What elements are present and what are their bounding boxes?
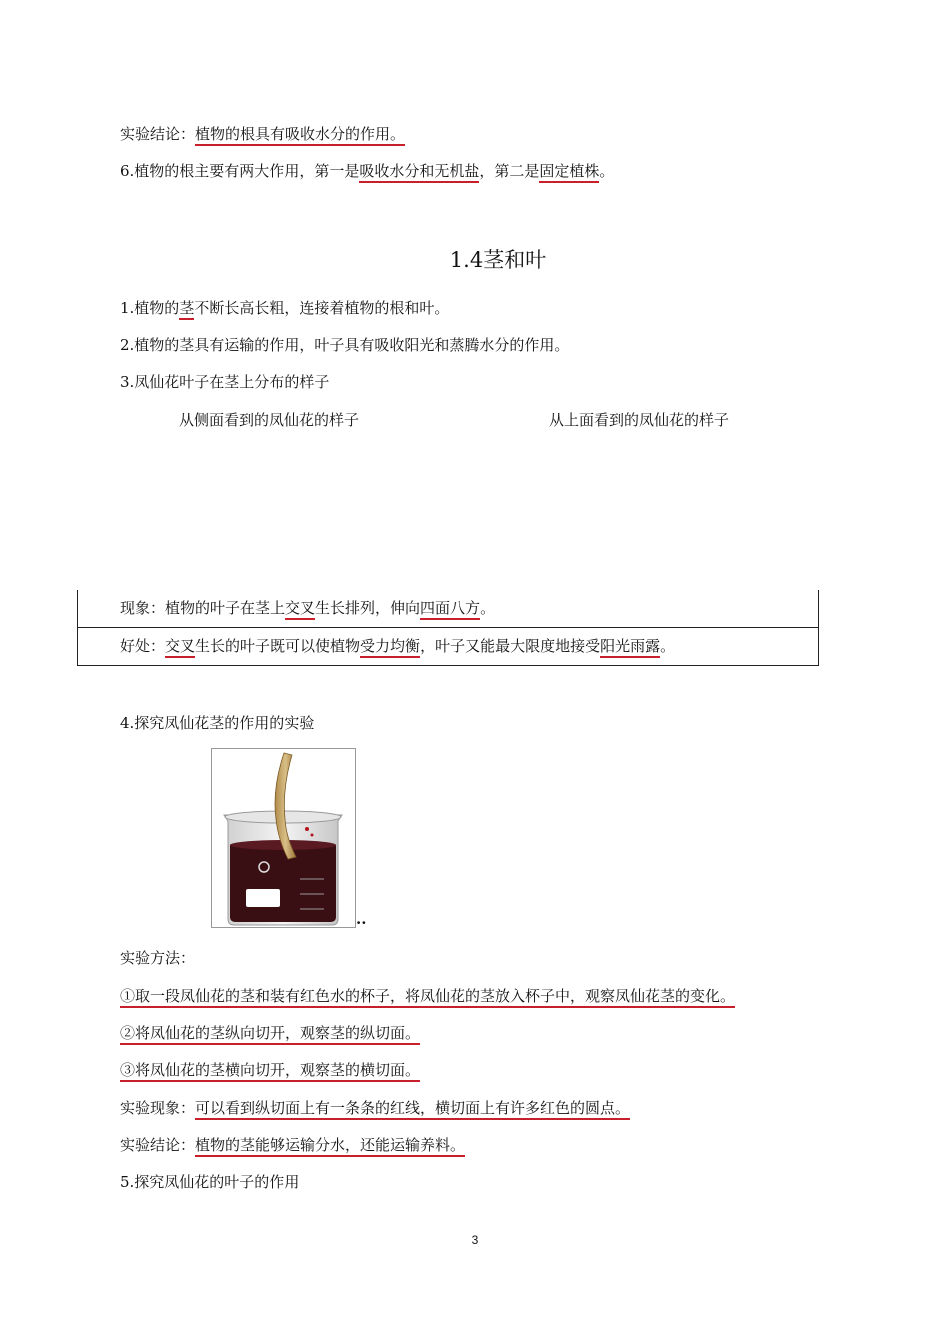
caption-top-view: 从上面看到的凤仙花的样子 — [549, 411, 730, 429]
section-title: 1.4茎和叶 — [449, 248, 547, 272]
stem-conclusion-answer: 植物的茎能够运输分水，还能运输养料。 — [195, 1136, 465, 1157]
item-2: 2.植物的茎具有运输的作用，叶子具有吸收阳光和蒸腾水分的作用。 — [120, 336, 570, 354]
caption-side-view: 从侧面看到的凤仙花的样子 — [179, 411, 360, 429]
benefit-end: 。 — [660, 637, 676, 655]
benefit-label: 好处： — [120, 637, 166, 655]
benefit-answer-3: 阳光雨露 — [600, 637, 660, 658]
phenomenon-label: 实验现象： — [120, 1099, 196, 1117]
conclusion-label: 实验结论： — [120, 125, 196, 143]
page-number: 3 — [471, 1233, 479, 1247]
table-divider — [78, 627, 818, 628]
item-1 — [120, 297, 449, 319]
phenomenon-text-2: 生长排列，伸向 — [315, 599, 421, 617]
beaker-photo — [211, 748, 356, 928]
phenomenon-answer-2: 四面八方 — [420, 599, 480, 620]
benefit-answer-1: 交叉 — [165, 637, 195, 658]
item-6-end: 。 — [599, 162, 615, 180]
table-row-phenomenon — [120, 597, 495, 619]
method-step-3-text: ③将凤仙花的茎横向切开，观察茎的横切面。 — [120, 1061, 420, 1082]
item-4: 4.探究凤仙花茎的作用的实验 — [120, 714, 315, 732]
method-step-1 — [120, 985, 735, 1007]
phenomenon-answer: 可以看到纵切面上有一条条的红线，横切面上有许多红色的圆点。 — [195, 1099, 630, 1120]
item-1-text-2: 不断长高长粗，连接着植物的根和叶。 — [194, 299, 450, 317]
item-6-text-2: ，第二是 — [479, 162, 540, 180]
item-1-answer: 茎 — [179, 299, 194, 320]
table-row-benefit — [120, 635, 675, 657]
conclusion-answer: 植物的根具有吸收水分的作用。 — [195, 125, 405, 146]
item-6-answer-1: 吸收水分和无机盐 — [359, 162, 479, 183]
benefit-text-2: ，叶子又能最大限度地接受 — [420, 637, 601, 655]
method-label: 实验方法： — [120, 949, 196, 967]
phenomenon-answer-1: 交叉 — [285, 599, 315, 620]
stem-conclusion-label: 实验结论： — [120, 1136, 196, 1154]
benefit-answer-2: 受力均衡 — [360, 637, 420, 658]
item-3: 3.凤仙花叶子在茎上分布的样子 — [120, 373, 330, 391]
phenomenon-line — [120, 1097, 630, 1119]
method-step-3 — [120, 1059, 420, 1081]
benefit-text: 生长的叶子既可以使植物 — [195, 637, 361, 655]
item-6-answer-2: 固定植株 — [539, 162, 599, 183]
conclusion-line-stem — [120, 1134, 465, 1156]
phenomenon-end: 。 — [480, 599, 496, 617]
trailing-dots: .. — [356, 910, 367, 928]
beaker-illustration — [212, 749, 355, 927]
item-1-text: 1.植物的 — [120, 299, 180, 317]
observation-table — [77, 590, 819, 666]
method-step-2 — [120, 1022, 420, 1044]
item-6 — [120, 160, 614, 182]
item-5: 5.探究凤仙花的叶子的作用 — [120, 1173, 300, 1191]
phenomenon-text: 现象：植物的叶子在茎上 — [120, 599, 286, 617]
item-6-text: 6.植物的根主要有两大作用，第一是 — [120, 162, 360, 180]
conclusion-line-root — [120, 123, 405, 145]
method-step-2-text: ②将凤仙花的茎纵向切开，观察茎的纵切面。 — [120, 1024, 420, 1045]
method-step-1-text: ①取一段凤仙花的茎和装有红色水的杯子，将凤仙花的茎放入杯子中，观察凤仙花茎的变化。 — [120, 987, 735, 1008]
